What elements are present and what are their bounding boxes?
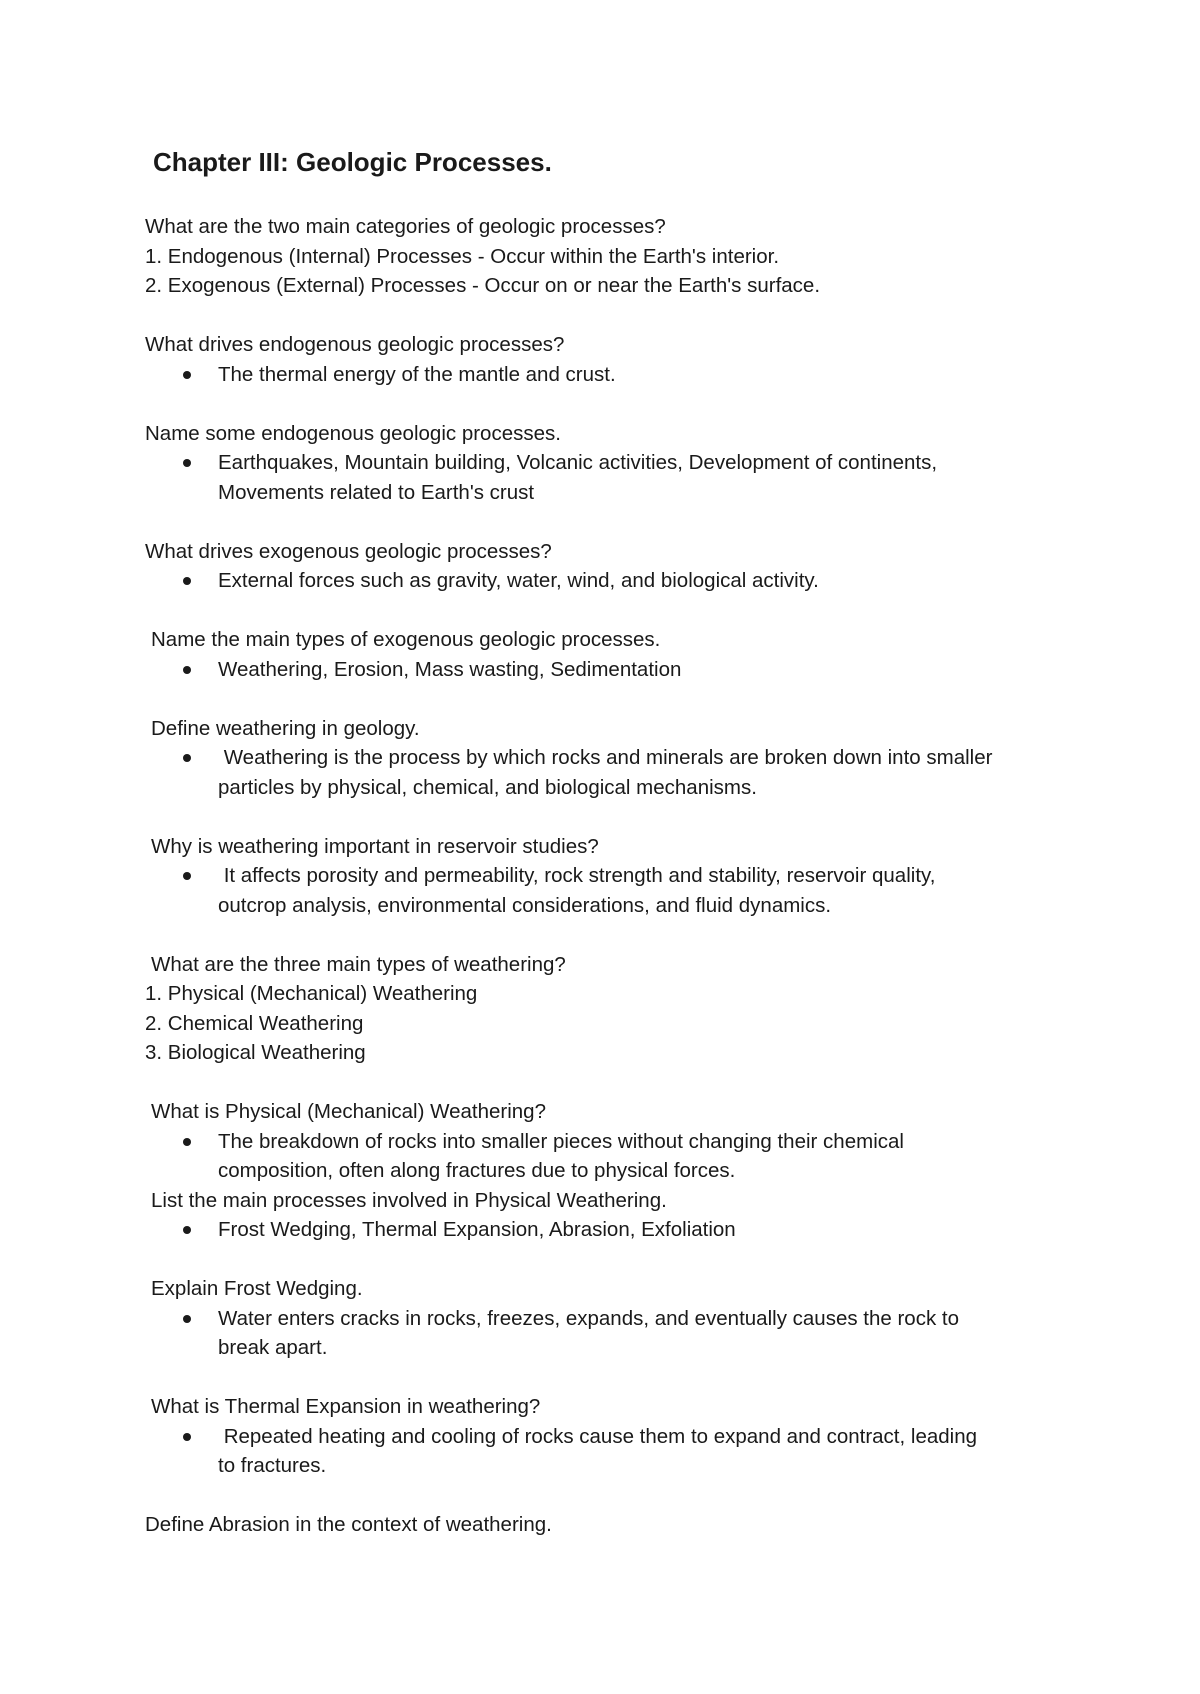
question-weathering-importance: Why is weathering important in reservoir studies?: [151, 834, 599, 858]
bullet-list: [145, 360, 1105, 390]
list-item-text: Weathering is the process by which rocks and minerals are broken down into smaller: [218, 746, 993, 769]
list-item-text: External forces such as gravity, water, wind, and biological activity.: [218, 569, 819, 592]
spacer: [145, 596, 1105, 626]
bullet-icon: [183, 371, 191, 379]
spacer: [145, 1481, 1105, 1511]
list-item-text: Earthquakes, Mountain building, Volcanic activities, Development of continents,: [218, 451, 938, 474]
question-define-weathering: Define weathering in geology.: [151, 716, 420, 740]
bullet-icon: [183, 459, 191, 467]
chapter-title: Chapter III: Geologic Processes.: [153, 147, 552, 177]
bullet-list: [145, 566, 1105, 596]
answer-line: 1. Physical (Mechanical) Weathering: [145, 982, 478, 1005]
list-item: [218, 566, 1105, 596]
spacer: [145, 684, 1105, 714]
answer-line: 2. Exogenous (External) Processes - Occur on or near the Earth's surface.: [145, 274, 821, 297]
list-item-text: The thermal energy of the mantle and crust.: [218, 362, 616, 386]
answer-line: 2. Chemical Weathering: [145, 1011, 364, 1035]
answer-line: 1. Endogenous (Internal) Processes - Occur within the Earth's interior.: [145, 244, 780, 268]
bullet-list: [145, 1127, 1105, 1186]
spacer: [145, 389, 1105, 419]
question-exogenous-drivers: What drives exogenous geologic processes?: [145, 539, 552, 563]
bullet-list: [145, 1215, 1105, 1245]
bullet-list: [145, 1422, 1105, 1481]
list-item: [218, 861, 1105, 920]
bullet-icon: [183, 872, 191, 880]
spacer: [145, 1363, 1105, 1393]
list-item: [218, 1304, 1105, 1363]
bullet-icon: [183, 1315, 191, 1323]
answer-line: 3. Biological Weathering: [145, 1041, 366, 1064]
bullet-icon: [183, 577, 191, 585]
question-physical-processes: List the main processes involved in Physical Weathering.: [151, 1188, 667, 1212]
list-item-text-continued: particles by physical, chemical, and biological mechanisms.: [218, 775, 757, 799]
list-item: [218, 743, 1105, 802]
list-item-text-continued: Movements related to Earth's crust: [218, 480, 535, 504]
spacer: [145, 802, 1105, 832]
list-item: [218, 655, 1105, 685]
list-item-text-continued: break apart.: [218, 1336, 328, 1359]
spacer: [145, 1068, 1105, 1098]
list-item: [218, 1215, 1105, 1245]
bullet-icon: [183, 754, 191, 762]
list-item-text: It affects porosity and permeability, rock strength and stability, reservoir quality,: [218, 864, 936, 887]
spacer: [145, 1245, 1105, 1275]
list-item-text-continued: composition, often along fractures due to physical forces.: [218, 1159, 736, 1182]
bullet-list: [145, 1304, 1105, 1363]
list-item-text: Repeated heating and cooling of rocks cause them to expand and contract, leading: [218, 1424, 978, 1448]
list-item: [218, 448, 1105, 507]
question-endogenous-processes: Name some endogenous geologic processes.: [145, 421, 561, 445]
bullet-list: [145, 861, 1105, 920]
bullet-icon: [183, 1138, 191, 1146]
spacer: [145, 301, 1105, 331]
question-weathering-types: What are the three main types of weathering?: [151, 952, 566, 976]
bullet-icon: [183, 1433, 191, 1441]
bullet-icon: [183, 1226, 191, 1234]
spacer: [145, 920, 1105, 950]
bullet-list: [145, 655, 1105, 685]
list-item-text-continued: to fractures.: [218, 1454, 327, 1477]
question-physical-weathering: What is Physical (Mechanical) Weathering?: [151, 1100, 546, 1123]
spacer: [145, 507, 1105, 537]
bullet-list: [145, 448, 1105, 507]
list-item: [218, 1127, 1105, 1186]
list-item-text: Weathering, Erosion, Mass wasting, Sedimentation: [218, 657, 682, 681]
list-item-text: Water enters cracks in rocks, freezes, expands, and eventually causes the rock to: [218, 1306, 960, 1330]
list-item: [218, 1422, 1105, 1481]
list-item-text: Frost Wedging, Thermal Expansion, Abrasion, Exfoliation: [218, 1218, 736, 1241]
list-item-text: The breakdown of rocks into smaller pieces without changing their chemical: [218, 1129, 904, 1153]
question-exogenous-types: Name the main types of exogenous geologic processes.: [151, 628, 661, 651]
question-frost-wedging: Explain Frost Wedging.: [151, 1277, 363, 1300]
document-body: [145, 212, 1105, 1540]
bullet-list: [145, 743, 1105, 802]
question-endogenous-drivers: What drives endogenous geologic processes?: [145, 333, 565, 356]
question-main-categories: What are the two main categories of geologic processes?: [145, 215, 666, 238]
question-define-abrasion: Define Abrasion in the context of weathering.: [145, 1513, 552, 1536]
question-thermal-expansion: What is Thermal Expansion in weathering?: [151, 1395, 541, 1418]
list-item: [218, 360, 1105, 390]
list-item-text-continued: outcrop analysis, environmental considerations, and fluid dynamics.: [218, 893, 832, 917]
bullet-icon: [183, 666, 191, 674]
